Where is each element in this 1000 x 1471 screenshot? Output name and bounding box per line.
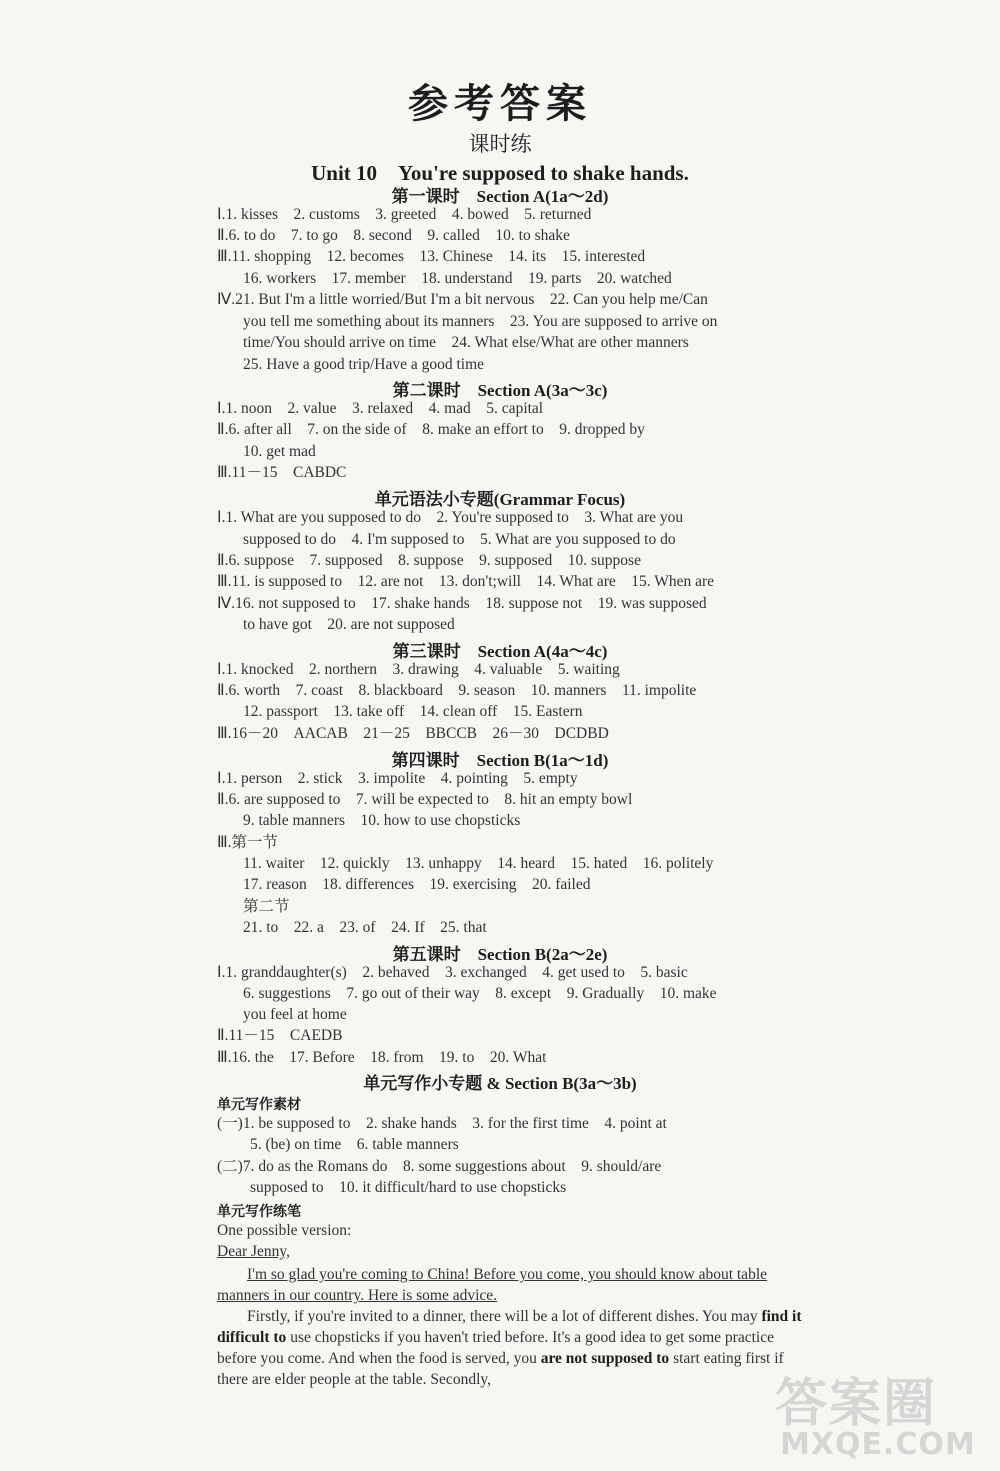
answer-line: supposed to 10. it difficult/hard to use chopsticks xyxy=(250,1179,567,1196)
letter-paragraph-1-text: I'm so glad you're coming to China! Before you come, you should know about table manners in our country. Here is some advice. xyxy=(217,1266,767,1304)
answer-line: time/You should arrive on time 24. What else/What are other manners xyxy=(243,334,689,351)
answer-line: Ⅰ.1. noon 2. value 3. relaxed 4. mad 5. capital xyxy=(217,400,544,417)
answer-line: Ⅰ.1. What are you supposed to do 2. You're supposed to 3. What are you xyxy=(217,509,684,526)
answer-line: Ⅳ.16. not supposed to 17. shake hands 18. suppose not 19. was supposed xyxy=(217,595,707,612)
answer-line: 12. passport 13. take off 14. clean off 15. Eastern xyxy=(243,703,583,720)
writing-practice-subhead: 单元写作练笔 xyxy=(217,1204,301,1220)
watermark-logo: 答案圈 xyxy=(775,1374,938,1434)
answer-line: Ⅱ.6. after all 7. on the side of 8. make an effort to 9. dropped by xyxy=(217,421,645,438)
answer-line: 10. get mad xyxy=(243,443,316,460)
key-phrase: find it difficult to xyxy=(217,1308,802,1346)
answer-line: Ⅳ.21. But I'm a little worried/But I'm a bit nervous 22. Can you help me/Can xyxy=(217,291,708,308)
answer-line: Ⅱ.6. worth 7. coast 8. blackboard 9. season 10. manners 11. impolite xyxy=(217,682,697,699)
answer-line: 6. suggestions 7. go out of their way 8. except 9. Gradually 10. make xyxy=(243,985,717,1002)
page-subtitle: 课时练 xyxy=(468,132,532,156)
section-heading: 第三课时 Section A(4a～4c) xyxy=(392,642,608,661)
answer-line: 第二节 xyxy=(243,898,290,915)
answer-line: (一)1. be supposed to 2. shake hands 3. for the first time 4. point at xyxy=(217,1115,667,1132)
section-heading: 第五课时 Section B(2a～2e) xyxy=(392,945,608,964)
answer-line: Ⅲ.16－20 AACAB 21－25 BBCCB 26－30 DCDBD xyxy=(217,725,609,742)
answer-line: supposed to do 4. I'm supposed to 5. What are you supposed to do xyxy=(243,531,676,548)
answer-line: 9. table manners 10. how to use chopsticks xyxy=(243,812,521,829)
answer-line: 5. (be) on time 6. table manners xyxy=(250,1136,459,1153)
answer-line: 17. reason 18. differences 19. exercising 20. failed xyxy=(243,876,591,893)
answer-line: Ⅲ.11. shopping 12. becomes 13. Chinese 14. its 15. interested xyxy=(217,248,646,265)
answer-line: Ⅰ.1. person 2. stick 3. impolite 4. pointing 5. empty xyxy=(217,770,578,787)
answer-line: you feel at home xyxy=(243,1006,347,1023)
letter-text: Firstly, if you're invited to a dinner, there will be a lot of different dishes. You may xyxy=(247,1308,762,1325)
letter-greeting xyxy=(217,1242,817,1262)
answer-line: Ⅲ.11－15 CABDC xyxy=(217,464,347,481)
answer-line: 25. Have a good trip/Have a good time xyxy=(243,356,485,373)
watermark xyxy=(770,1361,980,1471)
writing-material-subhead: 单元写作素材 xyxy=(217,1097,301,1113)
answer-line: 21. to 22. a 23. of 24. If 25. that xyxy=(243,919,487,936)
answer-line: 11. waiter 12. quickly 13. unhappy 14. heard 15. hated 16. politely xyxy=(243,855,714,872)
answer-line: to have got 20. are not supposed xyxy=(243,616,455,633)
answer-line: Ⅰ.1. knocked 2. northern 3. drawing 4. valuable 5. waiting xyxy=(217,661,620,678)
letter-paragraph-1 xyxy=(217,1264,802,1306)
key-phrase: are not supposed to xyxy=(540,1350,670,1367)
answer-line: (二)7. do as the Romans do 8. some suggestions about 9. should/are xyxy=(217,1158,662,1175)
version-label: One possible version: xyxy=(217,1222,352,1239)
answer-line: Ⅰ.1. granddaughter(s) 2. behaved 3. exchanged 4. get used to 5. basic xyxy=(217,964,688,981)
answer-line: Ⅰ.1. kisses 2. customs 3. greeted 4. bowed 5. returned xyxy=(217,206,592,223)
answer-line: Ⅲ.16. the 17. Before 18. from 19. to 20. What xyxy=(217,1049,547,1066)
unit-title: Unit 10 You're supposed to shake hands. xyxy=(311,161,689,185)
answer-line: Ⅱ.6. suppose 7. supposed 8. suppose 9. supposed 10. suppose xyxy=(217,552,641,569)
page-title: 参考答案 xyxy=(408,81,592,127)
section-heading: 单元语法小专题(Grammar Focus) xyxy=(374,490,626,509)
watermark-url: MXQE.COM xyxy=(780,1427,976,1462)
answer-line: Ⅲ.11. is supposed to 12. are not 13. don't;will 14. What are 15. When are xyxy=(217,573,715,590)
answer-line: Ⅲ.第一节 xyxy=(217,834,279,851)
answer-line: Ⅱ.6. are supposed to 7. will be expected to 8. hit an empty bowl xyxy=(217,791,633,808)
section-heading: 第四课时 Section B(1a～1d) xyxy=(391,751,609,770)
section-heading: 第二课时 Section A(3a～3c) xyxy=(392,381,608,400)
answer-line: Ⅱ.6. to do 7. to go 8. second 9. called 10. to shake xyxy=(217,227,570,244)
letter-paragraph-2 xyxy=(217,1306,802,1390)
letter-text: start eating first if there are elder people at the table. Secondly, xyxy=(217,1350,784,1388)
answer-line: you tell me something about its manners 23. You are supposed to arrive on xyxy=(243,313,718,330)
letter-greeting-text: Dear Jenny, xyxy=(217,1243,291,1260)
answer-line: 16. workers 17. member 18. understand 19. parts 20. watched xyxy=(243,270,672,287)
letter-text: use chopsticks if you haven't tried before. It's a good idea to get some practice before you come. And when the food is served, you xyxy=(217,1329,774,1367)
section-heading: 第一课时 Section A(1a～2d) xyxy=(391,187,609,206)
answer-line: Ⅱ.11－15 CAEDB xyxy=(217,1027,343,1044)
section-heading: 单元写作小专题 & Section B(3a～3b) xyxy=(363,1074,637,1093)
